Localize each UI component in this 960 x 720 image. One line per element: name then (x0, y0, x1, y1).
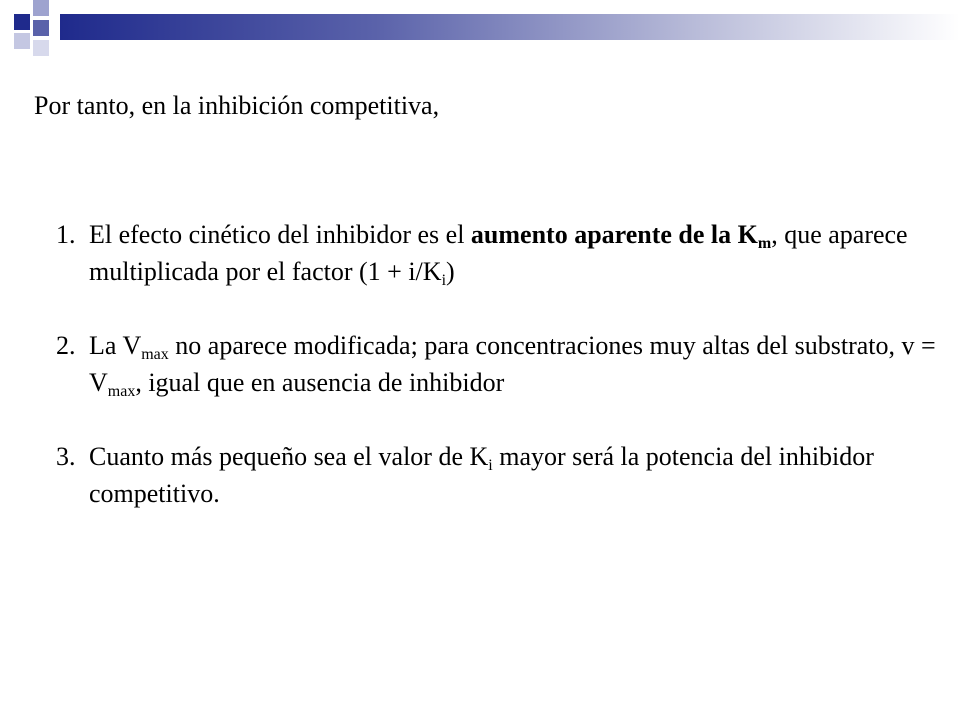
item-number: 2. (56, 331, 76, 360)
decor-square-palest (33, 40, 49, 56)
item-number: 1. (56, 220, 76, 249)
intro-text: Por tanto, en la inhibición competitiva, (34, 91, 440, 120)
item-text: ) (446, 257, 455, 286)
subscript-i: i (441, 272, 447, 289)
subscript-m: m (757, 235, 772, 252)
bold-phrase: aumento aparente de la K (470, 220, 758, 249)
item-number: 3. (56, 442, 76, 471)
item-text: , igual que en ausencia de inhibidor (135, 368, 505, 397)
item-text: no aparece modificada; para concentraciones muy altas del substrato, v = V (89, 331, 936, 397)
item-bold-text (470, 220, 772, 252)
subscript-max: max (107, 383, 136, 400)
decor-square-dark (14, 14, 30, 30)
item-text: , que aparece multiplicada por el factor (1 + i/K (89, 220, 908, 286)
item-text: La V (89, 331, 142, 360)
header-gradient-bar (60, 14, 960, 40)
list-item-3 (56, 438, 936, 512)
item-text: El efecto cinético del inhibidor es el (89, 220, 471, 249)
list-item-1 (56, 216, 936, 290)
item-text: Cuanto más pequeño sea el valor de K (89, 442, 489, 471)
list-item-2 (56, 327, 936, 401)
subscript-max: max (141, 346, 169, 363)
item-text: mayor será la potencia del inhibidor competitivo. (89, 442, 874, 508)
decor-square-pale (14, 33, 30, 49)
decor-square-light (33, 0, 49, 16)
decor-square-mid (33, 20, 49, 36)
numbered-list (56, 216, 936, 549)
subscript-i: i (488, 457, 493, 474)
